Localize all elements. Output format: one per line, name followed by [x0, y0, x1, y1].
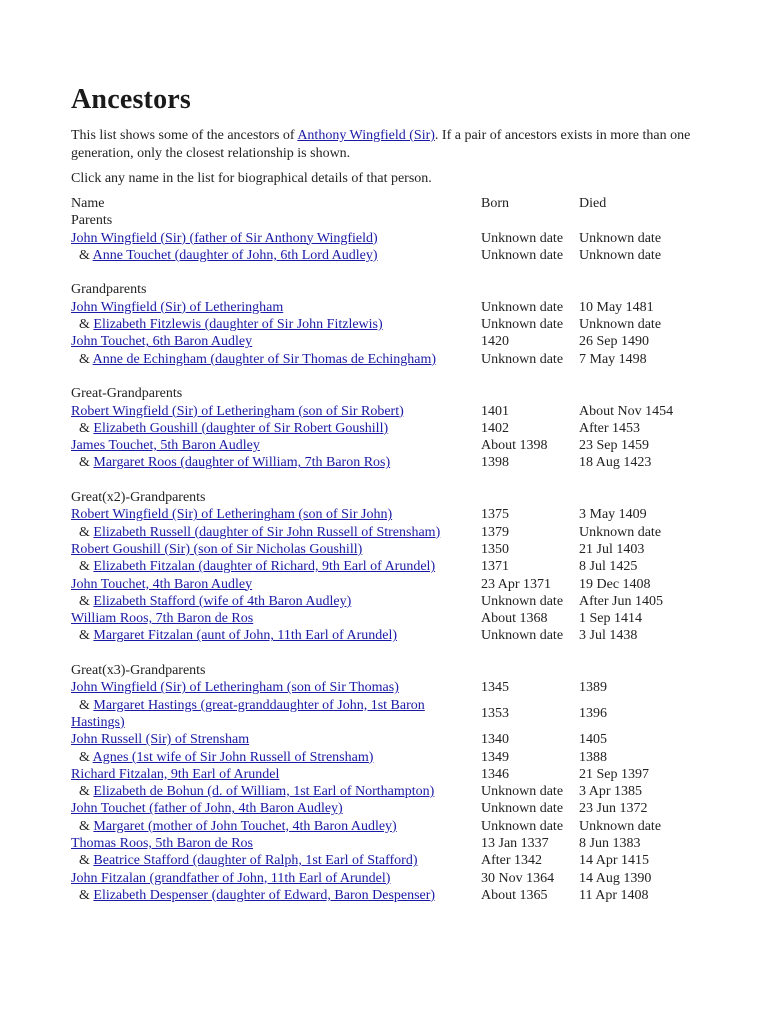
died-date: 23 Sep 1459	[579, 438, 649, 454]
born-date: After 1342	[481, 853, 543, 869]
ancestor-name-cell	[69, 420, 479, 437]
ancestor-row	[69, 679, 707, 696]
born-date: Unknown date	[481, 628, 564, 644]
ancestor-name-link[interactable]: Thomas Roos, 5th Baron de Ros	[71, 835, 253, 851]
ancestor-name-link[interactable]: John Wingfield (Sir) (father of Sir Anthony Wingfield)	[71, 230, 378, 246]
ancestor-name-cell	[69, 731, 479, 748]
ancestor-name-link[interactable]: Margaret Roos (daughter of William, 7th Baron Ros)	[93, 455, 391, 471]
ancestor-name-cell	[69, 558, 479, 575]
ancestor-name-cell	[69, 593, 479, 610]
died-date: 11 Apr 1408	[579, 887, 649, 903]
born-date: 13 Jan 1337	[481, 835, 549, 851]
died-date: Unknown date	[579, 818, 662, 834]
ancestor-row	[69, 870, 707, 887]
spouse-row	[69, 852, 707, 869]
ancestor-name-link[interactable]: Richard Fitzalan, 9th Earl of Arundel	[71, 766, 280, 782]
died-date: Unknown date	[579, 247, 662, 263]
born-date: 1346	[481, 766, 509, 782]
generation-heading: Great-Grandparents	[71, 386, 183, 402]
spouse-ampersand: &	[79, 887, 90, 903]
ancestor-name-cell	[69, 454, 479, 471]
born-date: 23 Apr 1371	[481, 576, 551, 592]
spouse-ampersand: &	[79, 628, 90, 644]
born-date: Unknown date	[481, 818, 564, 834]
spouse-ampersand: &	[79, 559, 90, 575]
ancestor-name-link[interactable]: Robert Wingfield (Sir) of Letheringham (son of Sir John)	[71, 507, 393, 523]
generation-heading-row	[69, 281, 707, 298]
born-date: Unknown date	[481, 247, 564, 263]
spouse-row	[69, 887, 707, 904]
ancestor-row	[69, 299, 707, 316]
died-date: 1405	[579, 732, 607, 748]
died-date: Unknown date	[579, 230, 662, 246]
spouse-row	[69, 454, 707, 471]
died-date: 23 Jun 1372	[579, 801, 648, 817]
born-date: Unknown date	[481, 801, 564, 817]
ancestor-name-cell	[69, 852, 479, 869]
name-column-header: Name	[71, 196, 105, 211]
ancestor-name-cell	[69, 835, 479, 852]
generation-heading-row	[69, 385, 707, 402]
spouse-row	[69, 351, 707, 368]
ancestor-name-cell	[69, 800, 479, 817]
spouse-row	[69, 783, 707, 800]
born-date: 1353	[481, 706, 509, 722]
ancestor-row	[69, 731, 707, 748]
ancestor-name-cell	[69, 749, 479, 766]
died-date: 8 Jun 1383	[579, 835, 641, 851]
ancestor-name-link[interactable]: Agnes (1st wife of Sir John Russell of Strensham)	[92, 749, 374, 765]
ancestor-name-cell	[69, 403, 479, 420]
ancestor-name-cell	[69, 610, 479, 627]
died-date: 3 May 1409	[579, 507, 647, 523]
died-date: 8 Jul 1425	[579, 559, 638, 575]
spouse-ampersand: &	[79, 247, 90, 263]
ancestor-name-link[interactable]: James Touchet, 5th Baron Audley	[71, 438, 260, 454]
born-date: 1371	[481, 559, 509, 575]
ancestor-row	[69, 610, 707, 627]
born-date: 1375	[481, 507, 509, 523]
ancestor-name-cell	[69, 437, 479, 454]
group-spacer	[69, 472, 707, 489]
group-spacer	[69, 645, 707, 662]
ancestor-name-link[interactable]: Elizabeth de Bohun (d. of William, 1st Earl of Northampton)	[93, 784, 435, 800]
born-date: About 1365	[481, 887, 548, 903]
ancestor-row	[69, 506, 707, 523]
born-date: 1401	[481, 403, 509, 419]
page-title: Ancestors	[71, 84, 191, 115]
ancestor-name-link[interactable]: William Roos, 7th Baron de Ros	[71, 611, 254, 627]
ancestor-name-link[interactable]: Margaret Hastings (great-granddaughter of John, 1st Baron Hastings)	[71, 697, 425, 730]
spouse-ampersand: &	[79, 317, 90, 333]
intro-text-after: . If a pair of ancestors exists in more than one generation, only the closest relationship is shown.	[71, 128, 691, 161]
spouse-row	[69, 593, 707, 610]
generation-heading-row	[69, 662, 707, 679]
died-date: 14 Apr 1415	[579, 853, 649, 869]
intro-paragraph	[71, 127, 711, 163]
spouse-ampersand: &	[79, 784, 90, 800]
ancestor-row	[69, 800, 707, 817]
born-date: Unknown date	[481, 230, 564, 246]
spouse-ampersand: &	[79, 818, 90, 834]
ancestor-name-link[interactable]: John Touchet, 4th Baron Audley	[71, 576, 253, 592]
ancestor-name-cell	[69, 576, 479, 593]
ancestor-name-cell	[69, 299, 479, 316]
ancestor-name-cell	[69, 818, 479, 835]
ancestor-name-cell	[69, 697, 479, 732]
born-date: 1345	[481, 680, 509, 696]
born-date: 1340	[481, 732, 509, 748]
ancestor-name-link[interactable]: John Russell (Sir) of Strensham	[71, 732, 250, 748]
ancestor-name-cell	[69, 351, 479, 368]
ancestor-name-cell	[69, 627, 479, 644]
ancestor-name-link[interactable]: Elizabeth Stafford (wife of 4th Baron Audley)	[93, 593, 352, 609]
spouse-ampersand: &	[79, 420, 90, 436]
spouse-ampersand: &	[79, 749, 90, 765]
born-date: 1349	[481, 749, 509, 765]
ancestor-row	[69, 230, 707, 247]
died-date: 1396	[579, 706, 607, 722]
ancestor-name-link[interactable]: Beatrice Stafford (daughter of Ralph, 1st Earl of Stafford)	[93, 853, 418, 869]
died-date: 1389	[579, 680, 607, 696]
died-date: Unknown date	[579, 317, 662, 333]
ancestor-name-link[interactable]: Margaret Fitzalan (aunt of John, 11th Earl of Arundel)	[93, 628, 398, 644]
died-date: Unknown date	[579, 524, 662, 540]
spouse-row	[69, 247, 707, 264]
spouse-ampersand: &	[79, 697, 90, 713]
born-column-header: Born	[481, 196, 509, 211]
ancestor-name-cell	[69, 230, 479, 247]
ancestor-name-link[interactable]: Elizabeth Fitzlewis (daughter of Sir John Fitzlewis)	[93, 317, 383, 333]
intro-text-before: This list shows some of the ancestors of	[71, 128, 298, 143]
group-spacer	[69, 264, 707, 281]
born-date: Unknown date	[481, 351, 564, 367]
ancestor-name-link[interactable]: John Wingfield (Sir) of Letheringham	[71, 299, 284, 315]
died-date: 1 Sep 1414	[579, 611, 642, 627]
ancestor-row	[69, 835, 707, 852]
born-date: About 1398	[481, 438, 548, 454]
died-date: After 1453	[579, 420, 641, 436]
born-date: Unknown date	[481, 593, 564, 609]
died-date: 7 May 1498	[579, 351, 647, 367]
ancestor-name-link[interactable]: John Touchet, 6th Baron Audley	[71, 334, 253, 350]
ancestor-name-link[interactable]: Margaret (mother of John Touchet, 4th Baron Audley)	[93, 818, 397, 834]
ancestor-name-cell	[69, 316, 479, 333]
ancestor-name-link[interactable]: Anne de Echingham (daughter of Sir Thomas de Echingham)	[92, 351, 437, 367]
ancestor-name-cell	[69, 247, 479, 264]
group-spacer	[69, 368, 707, 385]
ancestor-name-cell	[69, 783, 479, 800]
spouse-row	[69, 818, 707, 835]
spouse-row	[69, 697, 707, 732]
died-column-header: Died	[579, 196, 607, 211]
spouse-row	[69, 524, 707, 541]
born-date: 1398	[481, 455, 509, 471]
born-date: 1350	[481, 541, 509, 557]
died-date: After Jun 1405	[579, 593, 663, 609]
spouse-row	[69, 558, 707, 575]
ancestor-name-cell	[69, 887, 479, 904]
spouse-ampersand: &	[79, 524, 90, 540]
died-date: 26 Sep 1490	[579, 334, 649, 350]
ancestor-name-link[interactable]: John Fitzalan (grandfather of John, 11th Earl of Arundel)	[71, 870, 391, 886]
died-date: 1388	[579, 749, 607, 765]
spouse-ampersand: &	[79, 853, 90, 869]
died-date: About Nov 1454	[579, 403, 674, 419]
born-date: 1402	[481, 420, 509, 436]
ancestor-name-cell	[69, 679, 479, 696]
spouse-ampersand: &	[79, 351, 90, 367]
ancestor-row	[69, 541, 707, 558]
born-date: Unknown date	[481, 317, 564, 333]
click-instruction: Click any name in the list for biographical details of that person.	[71, 171, 432, 186]
died-date: 18 Aug 1423	[579, 455, 652, 471]
died-date: 3 Jul 1438	[579, 628, 638, 644]
generation-heading: Grandparents	[71, 282, 147, 298]
spouse-row	[69, 749, 707, 766]
subject-link[interactable]: Anthony Wingfield (Sir)	[297, 128, 435, 143]
born-date: Unknown date	[481, 299, 564, 315]
born-date: 30 Nov 1364	[481, 870, 555, 886]
ancestor-name-link[interactable]: Anne Touchet (daughter of John, 6th Lord Audley)	[92, 247, 378, 263]
generation-heading: Parents	[71, 213, 113, 229]
spouse-row	[69, 316, 707, 333]
ancestor-row	[69, 576, 707, 593]
generation-heading-row	[69, 212, 707, 229]
ancestors-table-body	[69, 212, 707, 904]
ancestor-row	[69, 437, 707, 454]
ancestor-row	[69, 333, 707, 350]
generation-heading-row	[69, 489, 707, 506]
born-date: About 1368	[481, 611, 548, 627]
ancestor-name-link[interactable]: Elizabeth Goushill (daughter of Sir Robert Goushill)	[93, 420, 389, 436]
died-date: 14 Aug 1390	[579, 870, 652, 886]
born-date: Unknown date	[481, 784, 564, 800]
ancestor-name-link[interactable]: Elizabeth Despenser (daughter of Edward, Baron Despenser)	[93, 887, 436, 903]
ancestor-name-cell	[69, 506, 479, 523]
died-date: 3 Apr 1385	[579, 784, 642, 800]
table-header-row	[69, 195, 707, 212]
ancestor-name-link[interactable]: Elizabeth Fitzalan (daughter of Richard, 9th Earl of Arundel)	[93, 559, 436, 575]
ancestor-name-link[interactable]: John Touchet (father of John, 4th Baron Audley)	[71, 801, 343, 817]
born-date: 1420	[481, 334, 509, 350]
ancestor-name-link[interactable]: Robert Goushill (Sir) (son of Sir Nicholas Goushill)	[71, 541, 363, 557]
died-date: 21 Jul 1403	[579, 541, 645, 557]
spouse-ampersand: &	[79, 455, 90, 471]
died-date: 21 Sep 1397	[579, 766, 649, 782]
ancestor-row	[69, 766, 707, 783]
ancestor-name-cell	[69, 541, 479, 558]
ancestor-name-cell	[69, 333, 479, 350]
spouse-row	[69, 627, 707, 644]
generation-heading: Great(x2)-Grandparents	[71, 490, 206, 506]
spouse-ampersand: &	[79, 593, 90, 609]
born-date: 1379	[481, 524, 509, 540]
ancestor-name-cell	[69, 870, 479, 887]
spouse-row	[69, 420, 707, 437]
ancestor-name-link[interactable]: Robert Wingfield (Sir) of Letheringham (son of Sir Robert)	[71, 403, 404, 419]
ancestor-name-cell	[69, 766, 479, 783]
ancestor-name-cell	[69, 524, 479, 541]
generation-heading: Great(x3)-Grandparents	[71, 663, 206, 679]
died-date: 10 May 1481	[579, 299, 654, 315]
ancestor-row	[69, 403, 707, 420]
ancestor-name-link[interactable]: John Wingfield (Sir) of Letheringham (son of Sir Thomas)	[71, 680, 399, 696]
ancestors-table	[69, 195, 707, 904]
died-date: 19 Dec 1408	[579, 576, 651, 592]
ancestor-name-link[interactable]: Elizabeth Russell (daughter of Sir John Russell of Strensham)	[93, 524, 441, 540]
